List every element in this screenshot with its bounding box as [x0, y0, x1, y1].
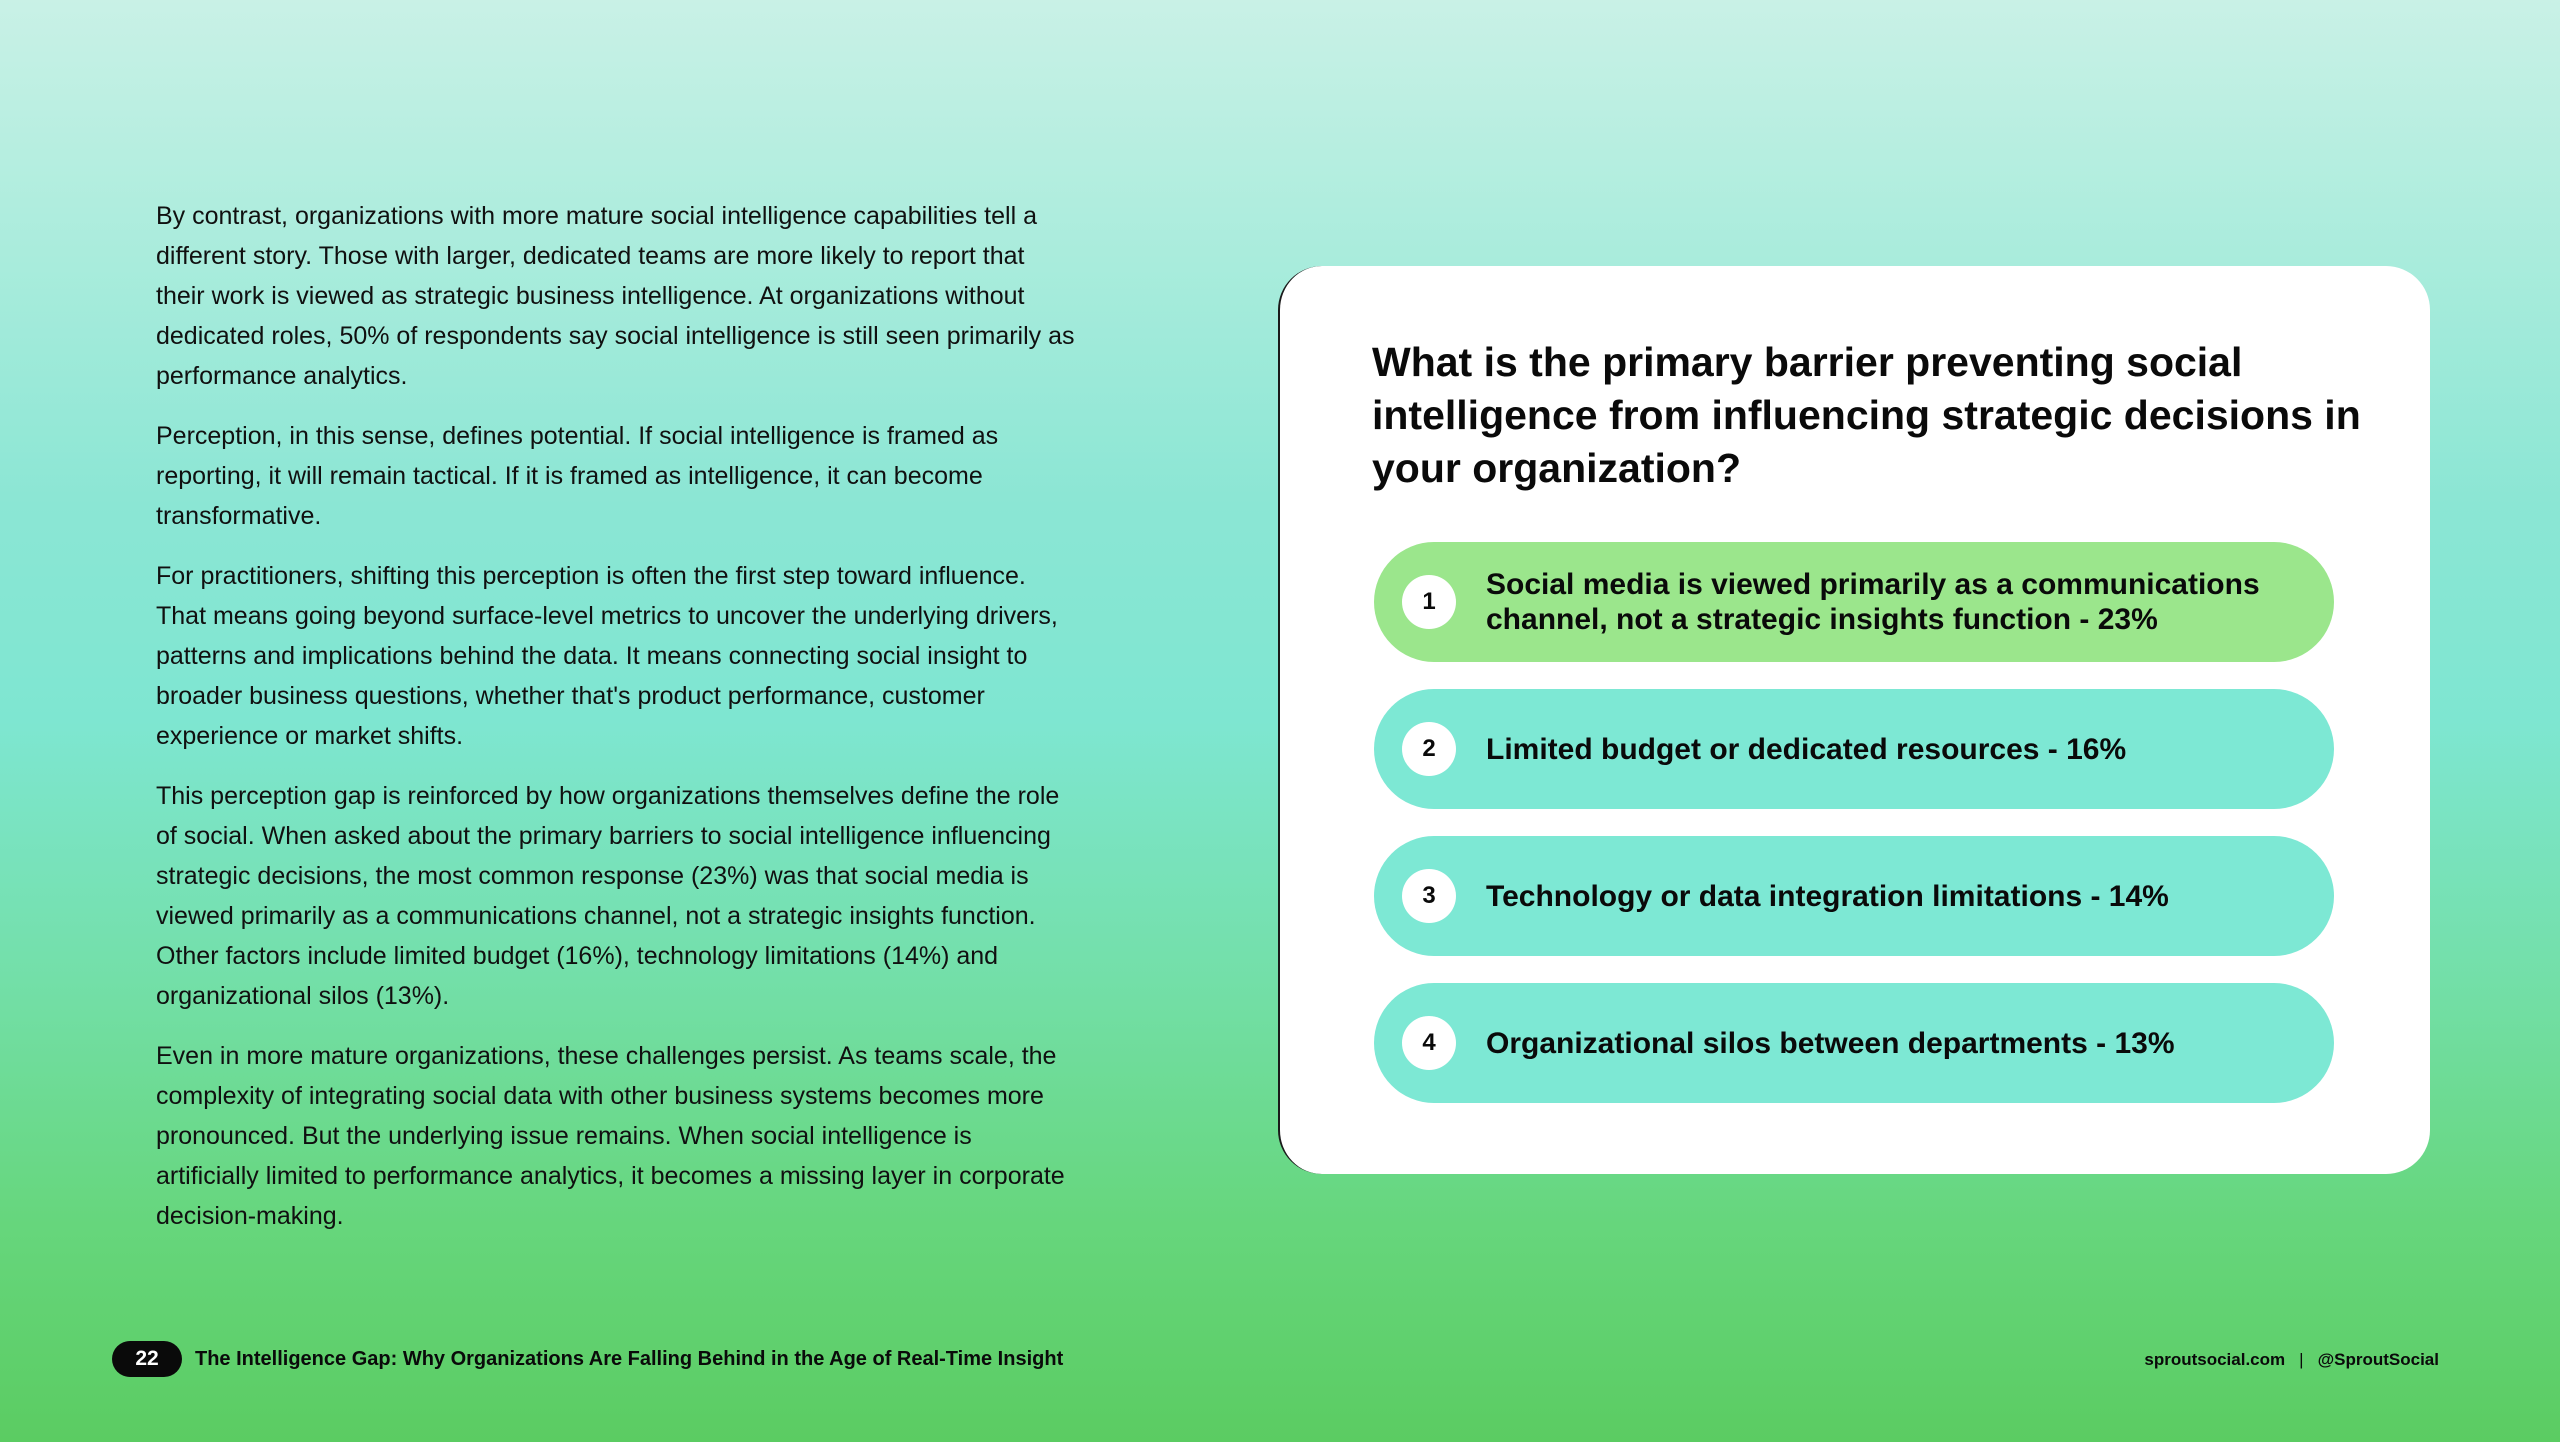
document-title: The Intelligence Gap: Why Organizations Are Falling Behind in the Age of Real-Time Insight	[195, 1348, 1064, 1370]
answer-text: Technology or data integration limitations - 14%	[1486, 879, 2169, 913]
website-link[interactable]: sproutsocial.com	[2144, 1350, 2286, 1369]
survey-question: What is the primary barrier preventing social intelligence from influencing strategic decisions in your organization?	[1372, 339, 2361, 491]
footer-links	[2144, 1347, 2439, 1373]
answer-number-badge: 2	[1402, 722, 1456, 776]
body-paragraph-3: For practitioners, shifting this perception is often the first step toward influence. That means going beyond surface-level metrics to uncover the underlying drivers, patterns and implications behind the data. It means connecting social insight to broader business questions, whether that's product performance, customer experience or market shifts.	[156, 562, 1058, 750]
answer-text: Organizational silos between departments - 13%	[1486, 1026, 2175, 1060]
answer-number-badge: 4	[1402, 1016, 1456, 1070]
survey-card	[1278, 266, 2430, 1174]
answer-item-3	[1374, 836, 2334, 956]
answer-number-badge: 3	[1402, 869, 1456, 923]
answer-item-4	[1374, 983, 2334, 1103]
answer-item-1	[1374, 542, 2334, 662]
social-handle-link[interactable]: @SproutSocial	[2317, 1350, 2439, 1369]
survey-answers	[1374, 542, 2334, 1130]
body-paragraph-5: Even in more mature organizations, these challenges persist. As teams scale, the complexity of integrating social data with other business systems becomes more pronounced. But the underlying issue remains. When social intelligence is artificially limited to performance analytics, it becomes a missing layer in corporate decision-making.	[156, 1042, 1065, 1230]
body-paragraph-4: This perception gap is reinforced by how organizations themselves define the role of social. When asked about the primary barriers to social intelligence influencing strategic decisions, the most common response (23%) was that social media is viewed primarily as a communications channel, not a strategic insights function. Other factors include limited budget (16%), technology limitations (14%) and organizational silos (13%).	[156, 782, 1060, 1010]
body-paragraph-2: Perception, in this sense, defines potential. If social intelligence is framed as reporting, it will remain tactical. If it is framed as intelligence, it can become transformative.	[156, 422, 999, 530]
footer-separator: |	[2299, 1350, 2304, 1369]
answer-text: Limited budget or dedicated resources - 16%	[1486, 732, 2127, 766]
body-copy	[156, 196, 1076, 1256]
body-paragraph-1: By contrast, organizations with more mature social intelligence capabilities tell a different story. Those with larger, dedicated teams are more likely to report that their work is viewed as strategic business intelligence. At organizations without dedicated roles, 50% of respondents say social intelligence is still seen primarily as performance analytics.	[156, 202, 1075, 390]
answer-text: Social media is viewed primarily as a communications channel, not a strategic insights function - 23%	[1486, 568, 2260, 636]
answer-number-badge: 1	[1402, 575, 1456, 629]
page-number-badge: 22	[112, 1341, 182, 1377]
answer-item-2	[1374, 689, 2334, 809]
